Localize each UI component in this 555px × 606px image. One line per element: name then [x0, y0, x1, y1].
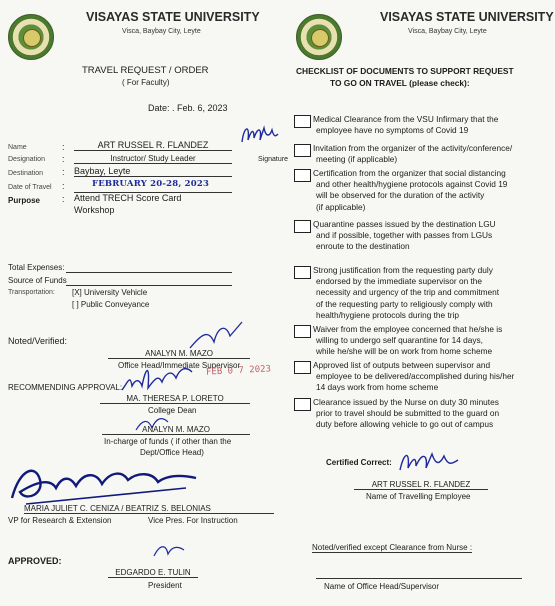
vp-research-title: VP for Research & Extension [8, 516, 112, 525]
colon: : [62, 167, 65, 177]
checklist-checkbox[interactable] [294, 361, 311, 374]
source-of-funds-line [66, 285, 232, 286]
request-date: Date: . Feb. 6, 2023 [148, 103, 228, 113]
checklist-item-text: endorsed by the immediate supervisor on the [316, 276, 483, 287]
source-of-funds-label: Source of Funds [8, 276, 67, 285]
funds-incharge-title-line-1: In-charge of funds ( if other than the [104, 437, 232, 446]
purpose-line-2: Workshop [74, 205, 115, 215]
transport-option-vehicle: [X] University Vehicle [72, 288, 148, 297]
certified-correct-label: Certified Correct: [326, 458, 392, 467]
dean-name: MA. THERESA P. LORETO [100, 394, 250, 404]
office-head-title: Name of Office Head/Supervisor [324, 582, 440, 591]
vp-signature [6, 458, 206, 508]
checklist-item-text: 14 days work from home scheme [316, 382, 439, 393]
checklist-title-line-2: TO GO ON TRAVEL (please check): [330, 78, 470, 88]
recommending-approval-label: RECOMMENDING APPROVAL: [8, 383, 123, 392]
checklist-item-text: Quarantine passes issued by the destination LGU [313, 219, 496, 229]
received-date-stamp: FEB 0 7 2023 [205, 364, 272, 378]
destination-value: Baybay, Leyte [74, 166, 232, 177]
destination-label: Destination [8, 170, 44, 177]
checklist-item-text: (if applicable) [316, 201, 366, 212]
checklist-item-text: prior to travel should be submitted to the guard on [316, 408, 500, 419]
checklist-checkbox[interactable] [294, 266, 311, 279]
checklist-item-text: Certification from the organizer that social distancing [313, 168, 506, 178]
checklist-item-text: duty before allowing vehicle to go out of campus [316, 419, 494, 430]
checklist-item-text: willing to undergo self quarantine for 14 days, [316, 335, 483, 346]
checklist-item-text: Medical Clearance from the VSU Infirmary that the [313, 114, 499, 124]
certified-signature [396, 446, 462, 474]
checklist-item-text: necessity and urgency of the trip and commitment [316, 287, 500, 298]
checklist-item-text: Clearance issued by the Nurse on duty 30 minutes [313, 397, 499, 407]
president-title: President [148, 581, 182, 590]
noted-title: Office Head/Immediate Supervisor [118, 361, 241, 370]
designation-label: Designation [8, 156, 45, 163]
purpose-line-1: Attend TRECH Score Card [74, 193, 182, 203]
date-of-travel-label: Date of Travel [8, 184, 52, 191]
checklist-checkbox[interactable] [294, 325, 311, 338]
colon: : [62, 142, 65, 152]
name-label: Name [8, 144, 27, 151]
checklist-item-text: employee to be delivered/accomplished during his/her [316, 371, 515, 382]
checklist-item-text: will be observed for the duration of the activity [316, 190, 485, 201]
signature-image [238, 118, 280, 148]
checklist-checkbox[interactable] [294, 169, 311, 182]
checklist-item-text: employee have no symptoms of Covid 19 [316, 125, 469, 136]
checklist-title-line-1: CHECKLIST OF DOCUMENTS TO SUPPORT REQUEST [296, 66, 514, 76]
checklist-checkbox[interactable] [294, 115, 311, 128]
noted-signature [186, 318, 246, 352]
designation-value: Instructor/ Study Leader [74, 154, 232, 164]
president-initial [150, 540, 190, 562]
signature-label: Signature [258, 156, 288, 163]
nurse-clearance-note: Noted/verified except Clearance from Nurse : [312, 543, 473, 552]
colon: : [62, 154, 65, 164]
checklist-item-text: while he/she will be on work from home scheme [316, 346, 493, 357]
checklist-item-text: Waiver from the employee concerned that he/she is [313, 324, 503, 334]
university-seal-logo [296, 14, 342, 60]
funds-incharge-name: ANALYN M. MAZO [102, 425, 250, 435]
checklist-checkbox[interactable] [294, 398, 311, 411]
date-of-travel-value: FEBRUARY 20-28, 2023 [92, 179, 210, 189]
university-address-left: Visca, Baybay City, Leyte [122, 28, 201, 35]
checklist-item-text: of the requesting party to religiously comply with [316, 298, 493, 309]
university-name-right: VISAYAS STATE UNIVERSITY [380, 10, 554, 24]
checklist-item-text: and other health/hygiene protocols against Covid 19 [316, 179, 508, 190]
checklist-item-text: and if possible, together with passes from LGUs [316, 230, 493, 241]
name-value: ART RUSSEL R. FLANDEZ [74, 140, 232, 151]
checklist-item-text: Invitation from the organizer of the activity/conference/ [313, 143, 513, 153]
vp-instruction-title: Vice Pres. For Instruction [148, 516, 238, 525]
checklist-item-text: Approved list of outputs between supervisor and [313, 360, 491, 370]
university-address-right: Visca, Baybay City, Leyte [408, 28, 487, 35]
checklist-item-text: Strong justification from the requesting party duly [313, 265, 493, 275]
form-title: TRAVEL REQUEST / ORDER [82, 65, 209, 76]
office-head-signature-line [316, 578, 522, 579]
transport-option-public: [ ] Public Conveyance [72, 300, 150, 309]
total-expenses-line [66, 272, 232, 273]
travelling-employee-title: Name of Travelling Employee [366, 492, 471, 501]
transportation-label: Transportation: [8, 289, 55, 296]
noted-name: ANALYN M. MAZO [108, 349, 250, 359]
university-name-left: VISAYAS STATE UNIVERSITY [86, 10, 260, 24]
university-seal-logo [8, 14, 54, 60]
total-expenses-label: Total Expenses: [8, 263, 65, 272]
approved-label: APPROVED: [8, 556, 62, 566]
checklist-item-text: meeting (if applicable) [316, 154, 398, 165]
travelling-employee-name: ART RUSSEL R. FLANDEZ [354, 480, 488, 490]
vp-names: MARIA JULIET C. CENIZA / BEATRIZ S. BELONIAS [24, 504, 274, 514]
funds-incharge-title-line-2: Dept/Office Head) [140, 448, 204, 457]
checklist-checkbox[interactable] [294, 220, 311, 233]
noted-verified-label: Noted/Verified: [8, 336, 68, 346]
president-name: EDGARDO E. TULIN [108, 568, 198, 578]
colon: : [62, 181, 65, 191]
checklist-checkbox[interactable] [294, 144, 311, 157]
dean-signature [120, 360, 196, 394]
colon: : [62, 194, 65, 204]
dean-title: College Dean [148, 406, 197, 415]
checklist-item-text: enroute to the destination [316, 241, 410, 252]
checklist-item-text: health/hygiene protocols during the trip [316, 309, 459, 320]
purpose-label: Purpose [8, 196, 41, 205]
form-subtitle: ( For Faculty) [122, 78, 170, 87]
